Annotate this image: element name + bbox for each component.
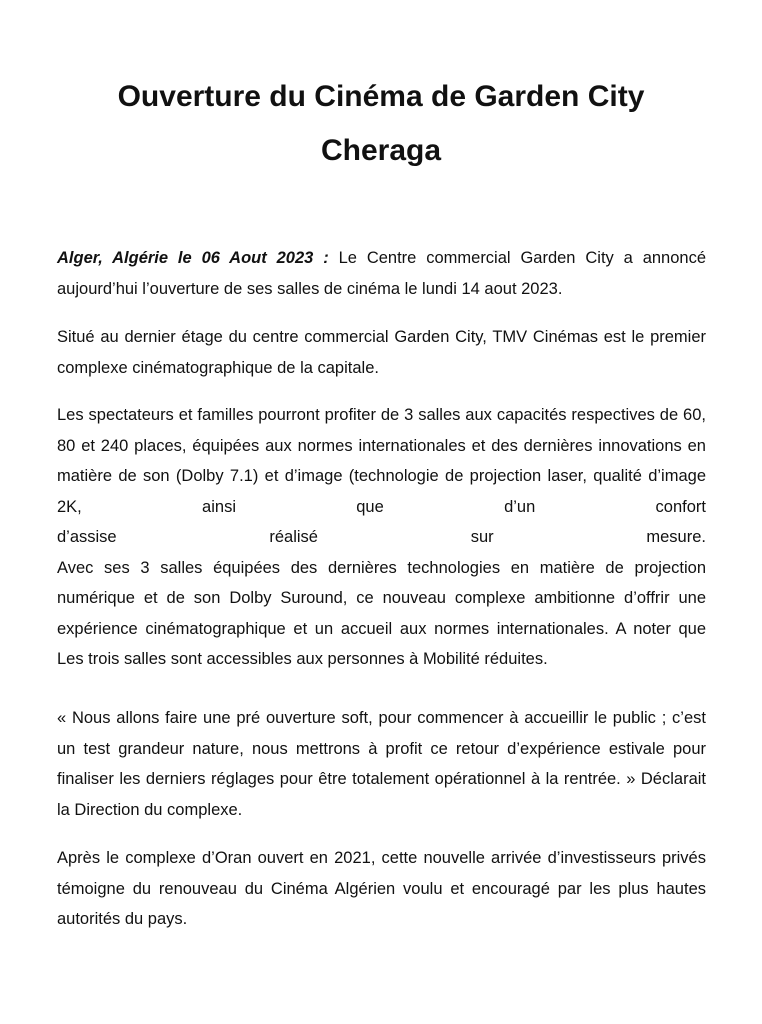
paragraph-intro [57,243,706,304]
paragraph-features-spaced-line [57,522,706,553]
spaced-word: réalisé [269,528,318,546]
spaced-word: d’assise [57,528,117,546]
paragraph-features-text-a: Les spectateurs et familles pourront profiter de 3 salles aux capacités respectives de 60, 80 et 240 places, équipées aux normes internationales et des dernières innovations en matière de son (Dolby 7.1) et d’image (technologie de projection laser, qualité d’image 2K, ainsi que d’un confort [57,406,706,516]
paragraph-intro-text: Le Centre commercial Garden City a annoncé aujourd’hui l’ouverture de ses salles de cinéma le lundi 14 aout 2023. [57,249,707,298]
paragraph-quote: « Nous allons faire une pré ouverture soft, pour commencer à accueillir le public ; c’est un test grandeur nature, nous mettrons à profit ce retour d’expérience estivale pour finaliser les derniers réglages pour être totalement opérationnel à la rentrée. » Déclarait la Direction du complexe. [57,709,706,819]
document-title-line1: Ouverture du Cinéma de Garden City [117,80,645,113]
paragraph-features-text-b: Avec ses 3 salles équipées des dernières technologies en matière de projection numérique et de son Dolby Suround, ce nouveau complexe ambitionne d’offrir une expérience cinématographique et un accueil aux normes internationales. A noter que Les trois salles sont accessibles aux personnes à Mobilité réduites. [57,558,706,668]
spaced-word: mesure. [646,528,706,546]
dateline: Alger, Algérie le 06 Aout 2023 : [57,249,329,267]
paragraph-conclusion: Après le complexe d’Oran ouvert en 2021, cette nouvelle arrivée d’investisseurs privés témoigne du renouveau du Cinéma Algérien voulu et encouragé par les plus hautes autorités du pays. [57,849,706,928]
spaced-word: sur [470,528,494,546]
document-title-line2: Cheraga [320,134,442,167]
paragraph-features [57,400,706,675]
paragraph-location: Situé au dernier étage du centre commercial Garden City, TMV Cinémas est le premier complexe cinématographique de la capitale. [57,328,706,377]
